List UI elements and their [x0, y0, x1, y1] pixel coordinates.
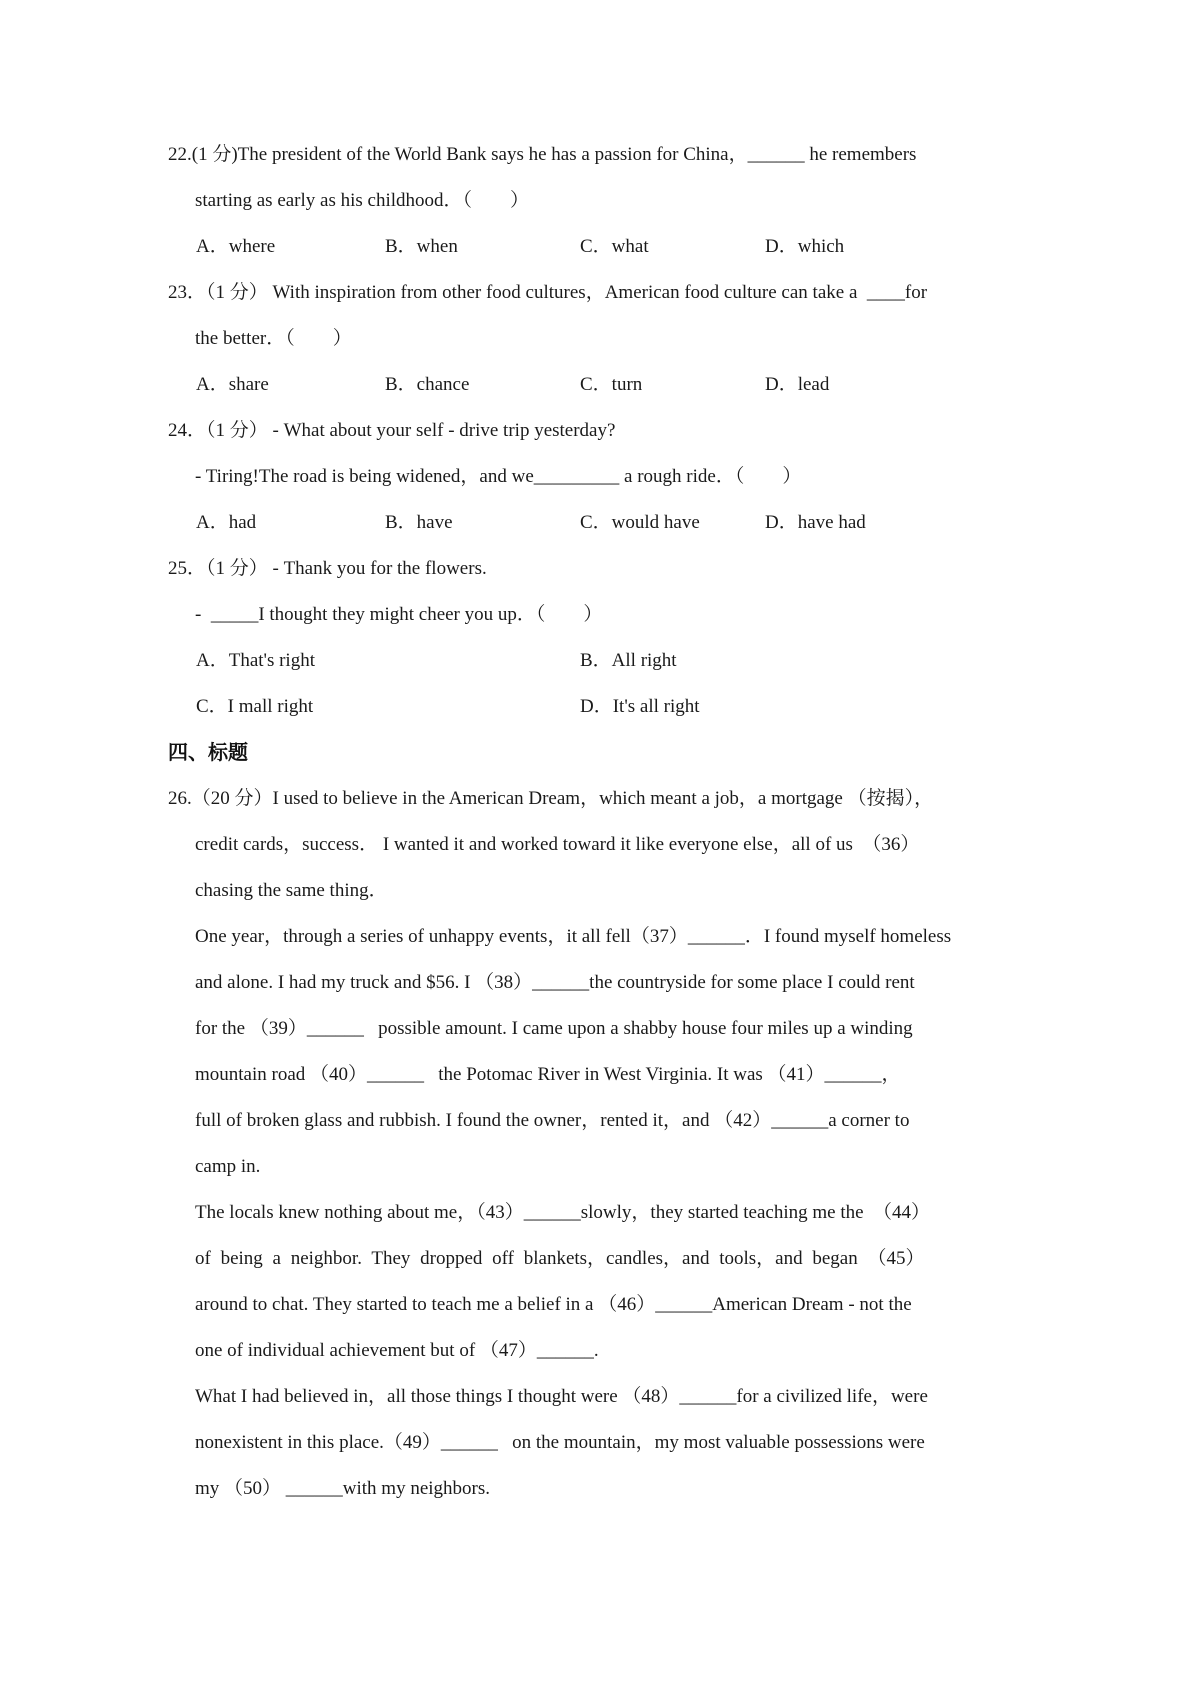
question-25-stem-line-2: - _____I thought they might cheer you up．（ ）: [195, 604, 603, 625]
question-25: [168, 546, 950, 730]
question-22-stem-line-1: 22.(1 分)The president of the World Bank says he has a passion for China，______ he remembers: [168, 144, 917, 165]
question-22-stem-line-2: starting as early as his childhood．（ ）: [195, 190, 530, 211]
question-23-option-d: D．lead: [765, 374, 830, 395]
question-22-option-a: A．where: [196, 236, 276, 257]
cloze-line-6: for the （39）______ possible amount. I came upon a shabby house four miles up a winding: [195, 1018, 913, 1039]
cloze-line-3: chasing the same thing．: [195, 880, 388, 901]
question-25-option-a: A．That's right: [196, 650, 315, 671]
exam-content: [168, 0, 950, 1512]
question-23-option-b: B．chance: [385, 374, 470, 395]
question-22-option-b: B．when: [385, 236, 458, 257]
cloze-line-5: and alone. I had my truck and $56. I （38）______the countryside for some place I could rent: [195, 972, 915, 993]
question-23-option-c: C．turn: [580, 374, 643, 395]
question-24-option-d: D．have had: [765, 512, 866, 533]
cloze-line-1: 26.（20 分）I used to believe in the American Dream，which meant a job，a mortgage （按揭），: [168, 788, 934, 809]
question-25-option-c: C．I mall right: [196, 696, 314, 717]
cloze-line-7: mountain road （40）______ the Potomac River in West Virginia. It was （41）______，: [195, 1064, 901, 1085]
cloze-line-2: credit cards，success． I wanted it and worked toward it like everyone else，all of us （36）: [195, 834, 920, 855]
question-25-options-row-2: [168, 684, 950, 730]
cloze-line-8: full of broken glass and rubbish. I found the owner，rented it，and （42）______a corner to: [195, 1110, 910, 1131]
cloze-line-14: What I had believed in，all those things I thought were （48）______for a civilized life，were: [195, 1386, 928, 1407]
cloze-line-12: around to chat. They started to teach me a belief in a （46）______American Dream - not the: [195, 1294, 912, 1315]
question-23-option-a: A．share: [196, 374, 269, 395]
question-23: [168, 270, 950, 408]
section-header: 四、标题: [168, 742, 248, 764]
question-22-option-c: C．what: [580, 236, 649, 257]
question-24-option-a: A．had: [196, 512, 257, 533]
question-24: [168, 408, 950, 546]
question-25-option-b: B．All right: [580, 650, 677, 671]
question-24-stem-line-2: - Tiring!The road is being widened，and we_________ a rough ride．（ ）: [195, 466, 802, 487]
cloze-line-10: The locals knew nothing about me，（43）______slowly，they started teaching me the （44）: [195, 1202, 931, 1223]
question-22-options: [168, 224, 950, 270]
cloze-line-13: one of individual achievement but of （47）______.: [195, 1340, 599, 1361]
question-24-options: [168, 500, 950, 546]
cloze-line-15: nonexistent in this place.（49）______ on the mountain，my most valuable possessions were: [195, 1432, 925, 1453]
question-23-options: [168, 362, 950, 408]
cloze-line-16: my （50） ______with my neighbors.: [195, 1478, 491, 1499]
question-22: [168, 132, 950, 270]
question-25-stem-line-1: 25．（1 分） - Thank you for the flowers.: [168, 558, 487, 579]
question-23-stem-line-1: 23．（1 分） With inspiration from other food cultures，American food culture can take a ____for: [168, 282, 928, 303]
question-24-option-b: B．have: [385, 512, 453, 533]
cloze-line-9: camp in.: [195, 1156, 261, 1177]
question-22-option-d: D．which: [765, 236, 845, 257]
question-25-options-row-1: [168, 638, 950, 684]
cloze-line-11: of being a neighbor. They dropped off blankets，candles，and tools，and began （45）: [195, 1248, 925, 1269]
cloze-line-4: One year，through a series of unhappy events，it all fell（37）______．I found myself homeless: [195, 926, 952, 947]
question-26: [168, 776, 950, 1512]
question-23-stem-line-2: the better．（ ）: [195, 328, 352, 349]
question-24-option-c: C．would have: [580, 512, 700, 533]
question-24-stem-line-1: 24．（1 分） - What about your self - drive trip yesterday?: [168, 420, 616, 441]
question-25-option-d: D．It's all right: [580, 696, 700, 717]
